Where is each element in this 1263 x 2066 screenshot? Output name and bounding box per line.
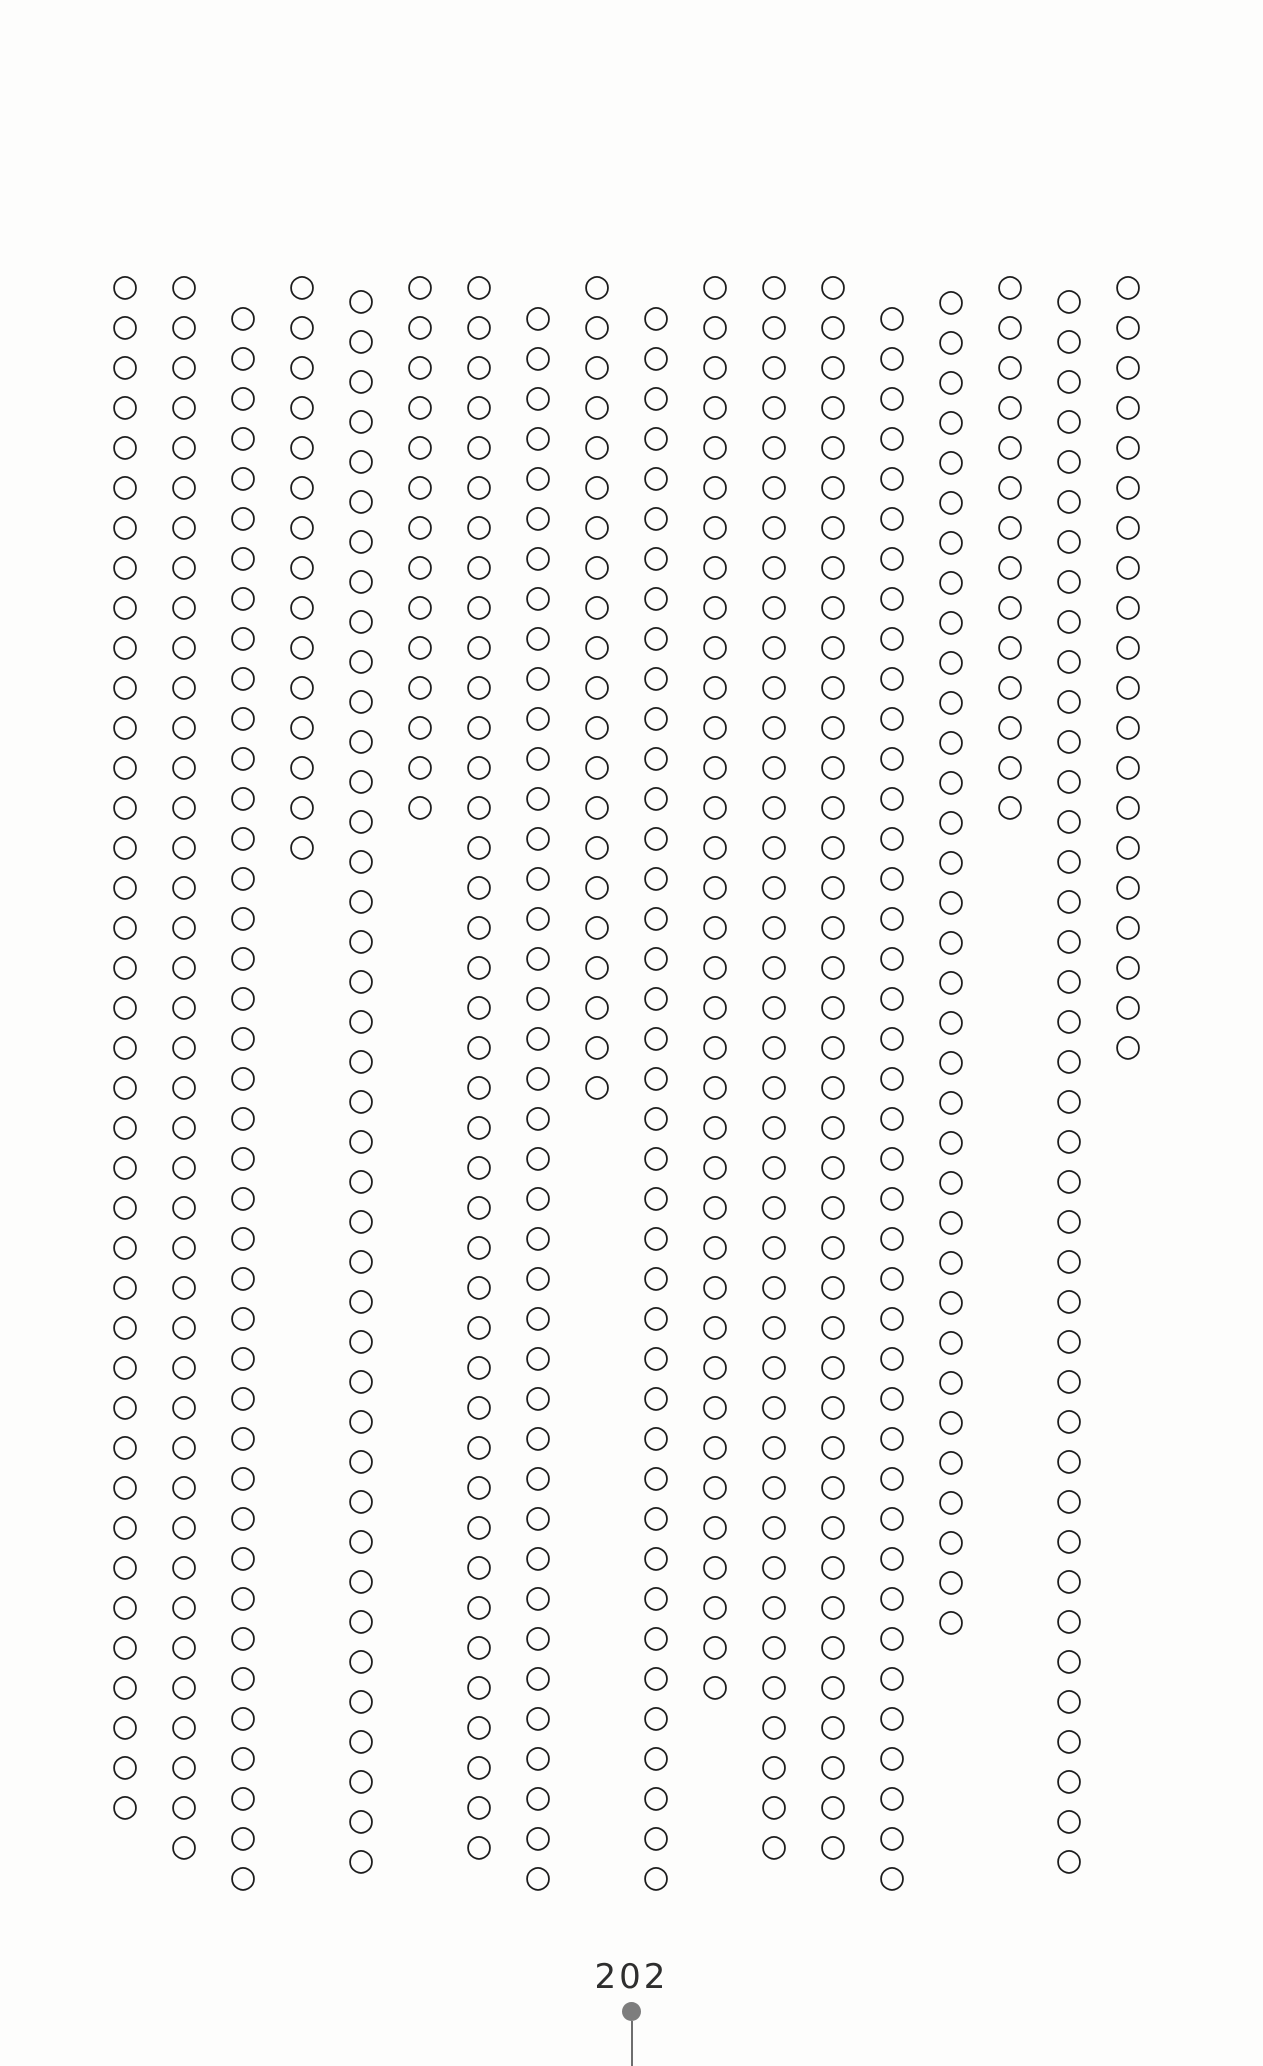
text-column-4: ○○○○○○○○○○○○○○○○○○○○○○○○○○○○○○○○○○ — [933, 283, 969, 1643]
page-number: 202 — [594, 1957, 669, 1997]
text-column-11: ○○○○○○○○○○○○○○○○○○○○○○○○○○○○○○○○○○○○○○○○ — [520, 299, 556, 1899]
text-column-10: ○○○○○○○○○○○○○○○○○○○○○ — [579, 268, 615, 1108]
text-column-14: ○○○○○○○○○○○○○○○○○○○○○○○○○○○○○○○○○○○○○○○○ — [343, 282, 379, 1882]
text-column-6: ○○○○○○○○○○○○○○○○○○○○○○○○○○○○○○○○○○○○○○○○ — [815, 268, 851, 1868]
text-column-7: ○○○○○○○○○○○○○○○○○○○○○○○○○○○○○○○○○○○○○○○○ — [756, 268, 792, 1868]
text-column-16: ○○○○○○○○○○○○○○○○○○○○○○○○○○○○○○○○○○○○○○○○ — [225, 299, 261, 1899]
text-column-2: ○○○○○○○○○○○○○○○○○○○○○○○○○○○○○○○○○○○○○○○○ — [1051, 282, 1087, 1882]
text-column-8: ○○○○○○○○○○○○○○○○○○○○○○○○○○○○○○○○○○○○ — [697, 268, 733, 1708]
text-column-1: ○○○○○○○○○○○○○○○○○○○○ — [1110, 268, 1146, 1068]
text-column-18: ○○○○○○○○○○○○○○○○○○○○○○○○○○○○○○○○○○○○○○○ — [107, 268, 143, 1828]
text-column-15: ○○○○○○○○○○○○○○○ — [284, 268, 320, 868]
footer-dot-ornament — [622, 2002, 641, 2021]
text-column-12: ○○○○○○○○○○○○○○○○○○○○○○○○○○○○○○○○○○○○○○○○ — [461, 268, 497, 1868]
text-column-17: ○○○○○○○○○○○○○○○○○○○○○○○○○○○○○○○○○○○○○○○○ — [166, 268, 202, 1868]
page-footer — [0, 1957, 1263, 2066]
footer-rule-line — [631, 2021, 633, 2066]
text-column-5: ○○○○○○○○○○○○○○○○○○○○○○○○○○○○○○○○○○○○○○○○ — [874, 299, 910, 1899]
text-column-13: ○○○○○○○○○○○○○○ — [402, 268, 438, 828]
text-column-9: ○○○○○○○○○○○○○○○○○○○○○○○○○○○○○○○○○○○○○○○○ — [638, 299, 674, 1899]
text-column-3: ○○○○○○○○○○○○○○ — [992, 268, 1028, 828]
vertical-text-block — [107, 268, 1146, 1899]
